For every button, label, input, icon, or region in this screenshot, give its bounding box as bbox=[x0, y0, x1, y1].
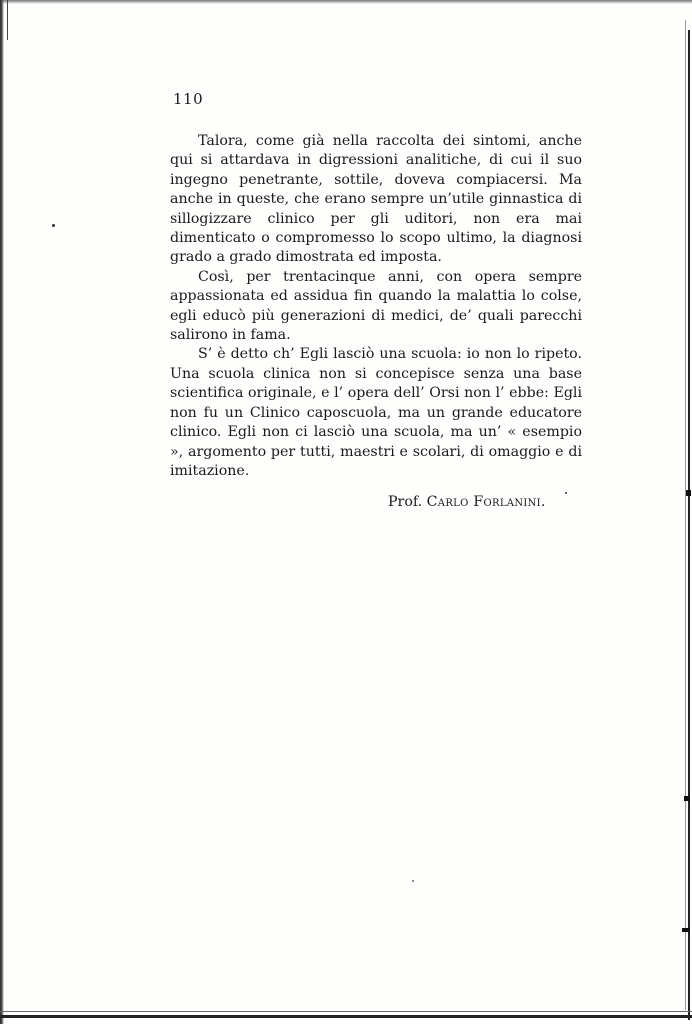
scan-top-edge bbox=[0, 0, 692, 4]
scan-left-mark bbox=[7, 0, 8, 40]
scan-right-edge bbox=[688, 30, 690, 1020]
scan-speck bbox=[412, 880, 414, 882]
signature-title: Prof. bbox=[388, 494, 423, 510]
signature-name: Carlo Forlanini. bbox=[426, 494, 546, 510]
paragraph: Talora, come già nella raccolta dei sintomi, anche qui si attardava in digressioni analitiche, di cui il suo ingegno penetrante, sottile, doveva compiacersi. Ma anche in queste, che erano sempre un’utile ginnastica di sillogizzare clinico per gli uditori, non era mai dimenticato o compromesso lo scopo ultimo, la diagnosi grado a grado dimostrata ed imposta. bbox=[170, 133, 582, 266]
scan-speck bbox=[52, 224, 55, 227]
signature bbox=[388, 494, 546, 510]
paragraph: Così, per trentacinque anni, con opera sempre appassionata ed assidua fin quando la malattia lo colse, egli educò più generazioni di medici, de’ quali parecchi salirono in fama. bbox=[170, 268, 582, 344]
page-number: 110 bbox=[173, 90, 204, 108]
scan-right-line bbox=[685, 20, 686, 1010]
scan-bottom-edge bbox=[0, 1015, 692, 1018]
scan-speck bbox=[682, 928, 690, 932]
scan-speck bbox=[565, 492, 567, 494]
scan-speck bbox=[686, 490, 691, 496]
scan-left-edge bbox=[0, 0, 4, 1024]
body-text bbox=[170, 132, 582, 481]
scan-speck bbox=[684, 796, 690, 801]
paragraph: S’ è detto ch’ Egli lasciò una scuola: io non lo ripeto. Una scuola clinica non si concepisce senza una base scientifica originale, e l’ opera dell’ Orsi non l’ ebbe: Egli non fu un Clinico caposcuola, ma un grande educatore clinico. Egli non ci lasciò una scuola, ma un’ « esempio », argomento per tutti, maestri e scolari, di omaggio e di imitazione. bbox=[170, 346, 582, 479]
scan-bottom-line bbox=[0, 1011, 692, 1012]
